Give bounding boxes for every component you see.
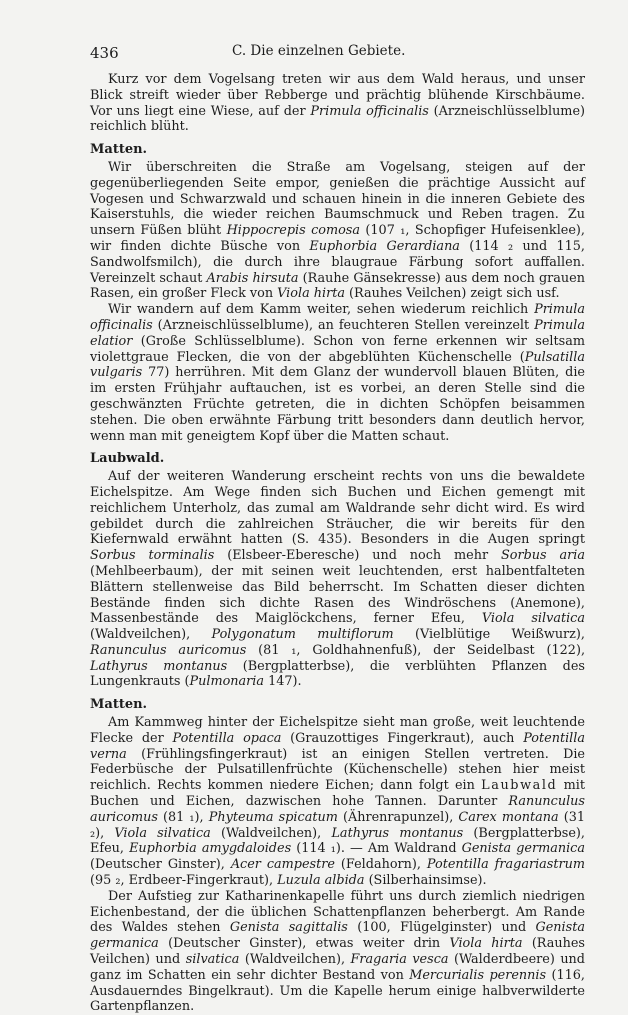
species-name: Primula elatior	[90, 317, 585, 349]
text-run: mit Buchen und Eichen, dazwischen hohe Tannen. Darunter	[90, 778, 585, 810]
text-run: (Ährenrapunzel),	[337, 809, 459, 825]
species-name: Genista germanica	[461, 841, 585, 857]
species-name: Hippocrepis comosa	[226, 223, 360, 239]
text-run: (31 ₂),	[90, 809, 586, 841]
text-run: Auf der weiteren Wanderung erscheint rechts von uns die bewaldete Eichelspitze. Am Wege finden sich Buchen und Eichen gemengt mit reichlichem Unterholz, das zumal am Waldrande sehr dicht wird. Es wird gebildet durch die zahlreichen Sträucher, die wir bereits für den Kiefernwald erwähnt hatten (S. 435). Besonders in die Augen springt	[90, 469, 585, 548]
book-page	[90, 40, 585, 1015]
section-heading-matten-2: Matten.	[90, 697, 148, 713]
text-run: Der Aufstieg zur Katharinenkapelle führt uns durch ziemlich niedrigen Eichenbestand, der die üblichen Schattenpflanzen beherbergt. Am Rande des Waldes stehen	[90, 888, 585, 936]
species-name: Luzula albida	[277, 873, 365, 889]
text-run: (Frühlingsfingerkraut) ist an einigen Stellen vertreten. Die Federbüsche der Pulsatillenfrüchte (Küchenschelle) stehen hier meist reichlich. Rechts kommen niedere Eichen; dann folgt ein	[90, 746, 585, 794]
text-run: (81 ₁),	[157, 809, 209, 825]
paragraph-matten-2-a	[90, 715, 585, 889]
species-name: Sorbus torminalis	[90, 548, 215, 564]
text-run: (Rauhe Gänsekresse) aus dem noch grauen Rasen, ein großer Fleck von	[90, 270, 585, 302]
species-name: Carex montana	[458, 809, 559, 825]
text-run: (Waldveilchen),	[90, 627, 212, 643]
species-name: Primula officinalis	[310, 103, 429, 119]
species-name: Euphorbia amygdaloides	[129, 841, 292, 857]
text-run: (Grauzottiges Fingerkraut), auch	[281, 730, 524, 746]
text-run: 77) herrühren. Mit dem Glanz der wundervoll blauen Blüten, die im ersten Frühjahr auftauchen, ist es vorbei, an deren Stelle sind die geschwänzten Früchte getreten, die in dichten Schöpfen beisammen stehen. Die oben erwähnte Färbung tritt besonders dann deutlich hervor, wenn man mit geneigtem Kopf über die Matten schaut.	[90, 365, 585, 444]
species-name: Viola silvatica	[481, 611, 585, 627]
section-heading-laubwald: Laubwald.	[90, 451, 165, 467]
paragraph-matten-1-a	[90, 160, 585, 302]
text-run: (Elsbeer-Eberesche) und noch mehr	[214, 548, 502, 564]
text-run: (Rauhes Veilchen) zeigt sich usf.	[344, 286, 560, 302]
text-run: (114 ₂ und 115, Sandwolfsmilch), die durch ihre blaugraue Färbung sofort auffallen. Vereinzelt schaut	[90, 238, 585, 286]
species-name: Genista sagittalis	[229, 920, 348, 936]
text-run: (Große Schlüsselblume). Schon von ferne erkennen wir seltsam violettgraue Flecken, die von der abgeblühten Küchenschelle (	[90, 333, 585, 365]
text-run: Am Kammweg hinter der Eichelspitze sieht man große, weit leuchtende Flecke der	[90, 715, 585, 746]
species-name: Arabis hirsuta	[206, 270, 299, 286]
text-run: (Waldveilchen),	[210, 825, 332, 841]
paragraph-intro	[90, 72, 585, 135]
paragraph-matten-1-b	[90, 302, 585, 444]
species-name: Potentilla fragariastrum	[426, 857, 586, 873]
page-number: 436	[90, 44, 119, 62]
species-name: Viola hirta	[277, 286, 345, 302]
species-name: Fragaria vesca	[350, 952, 449, 968]
text-run: (95 ₂, Erdbeer-Fingerkraut),	[90, 873, 278, 889]
text-run: (Deutscher Ginster),	[90, 857, 231, 873]
species-name: Phyteuma spicatum	[208, 809, 338, 825]
species-name: Ranunculus auricomus	[90, 642, 247, 658]
text-run: (107 ₁, Schopfiger Hufeisenklee), wir finden dichte Büsche von	[90, 223, 585, 254]
species-name: Acer campestre	[230, 857, 335, 873]
species-name: Viola silvatica	[114, 825, 211, 841]
text-run: Wir überschreiten die Straße am Vogelsang, steigen auf der gegenüberliegenden Seite empor, genießen die prächtige Aussicht auf Vogesen und Schwarzwald und schauen hinein in die inneren Gebiete des Kaiserstuhls, die wieder reichen Baumschmuck und Reben tragen. Zu unsern Füßen blüht	[90, 159, 585, 239]
text-run: (116, Ausdauerndes Bingelkraut). Um die Kapelle herum einige halbverwilderte Gartenpflanzen.	[90, 967, 585, 1015]
page-header	[90, 40, 585, 62]
species-name: Genista germanica	[90, 920, 585, 952]
text-run: (Arzneischlüsselblume) reichlich blüht.	[90, 103, 586, 135]
species-name: Mercurialis perennis	[409, 967, 547, 983]
text-run: (Vielblütige Weißwurz),	[393, 627, 585, 643]
species-name: Sorbus aria	[501, 548, 585, 564]
species-name: Viola hirta	[449, 936, 523, 952]
species-name: Ranunculus auricomus	[90, 794, 585, 825]
text-run: Kurz vor dem Vogelsang treten wir aus dem Wald heraus, und unser Blick streift wieder über Rebberge und prächtig blühende Kirschbäume. Vor uns liegt eine Wiese, auf der	[90, 72, 585, 119]
text-run: (Rauhes Veilchen) und	[90, 936, 585, 968]
species-name: Primula officinalis	[90, 302, 585, 333]
paragraph-matten-2-b	[90, 889, 585, 1015]
species-name: Euphorbia Gerardiana	[309, 238, 460, 254]
text-run: Wir wandern auf dem Kamm weiter, sehen wiederum reichlich	[108, 302, 535, 318]
text-run: (Deutscher Ginster), etwas weiter drin	[158, 936, 450, 952]
species-name: Polygonatum multiflorum	[211, 627, 394, 643]
text-run: (Mehlbeerbaum), der mit seinen weit leuchtenden, erst halbentfalteten Blättern stellenweise das Bild beherrscht. Im Schatten dieser dichten Bestände finden sich dichte Rasen des Windröschens (Anemone), Massenbestände des Maiglöckchens, ferner Efeu,	[90, 563, 585, 627]
emphasized-term: Laubwald	[481, 778, 558, 794]
text-run: (Silberhainsimse).	[364, 873, 487, 889]
species-name: Potentilla opaca	[172, 730, 282, 746]
species-name: Lathyrus montanus	[331, 825, 464, 841]
species-name: Lathyrus montanus	[90, 658, 228, 674]
text-run: (Waldveilchen),	[239, 952, 351, 968]
paragraph-laubwald	[90, 469, 585, 690]
text-run: (Bergplatterbse), die verblühten Pflanzen des Lungenkrauts (	[90, 658, 586, 690]
species-name: Pulsatilla vulgaris	[90, 349, 585, 381]
text-run: (Walderdbeere) und ganz im Schatten ein sehr dichter Bestand von	[90, 952, 585, 983]
text-run: (114 ₁). — Am Waldrand	[291, 841, 462, 857]
text-run: (100, Flügelginster) und	[347, 920, 536, 936]
species-name: Pulmonaria	[189, 674, 265, 690]
section-heading-matten-1: Matten.	[90, 142, 148, 158]
text-run: (Arzneischlüsselblume), an feuchteren Stellen vereinzelt	[152, 317, 535, 333]
species-name: silvatica	[185, 952, 240, 968]
running-title: C. Die einzelnen Gebiete.	[232, 43, 406, 59]
text-run: 147).	[264, 674, 302, 690]
text-run: (Bergplatterbse), Efeu,	[90, 825, 585, 857]
text-run: (Feldahorn),	[334, 857, 427, 873]
species-name: Potentilla verna	[90, 730, 585, 762]
text-run: (81 ₁, Goldhahnenfuß), der Seidelbast (122),	[246, 642, 586, 658]
